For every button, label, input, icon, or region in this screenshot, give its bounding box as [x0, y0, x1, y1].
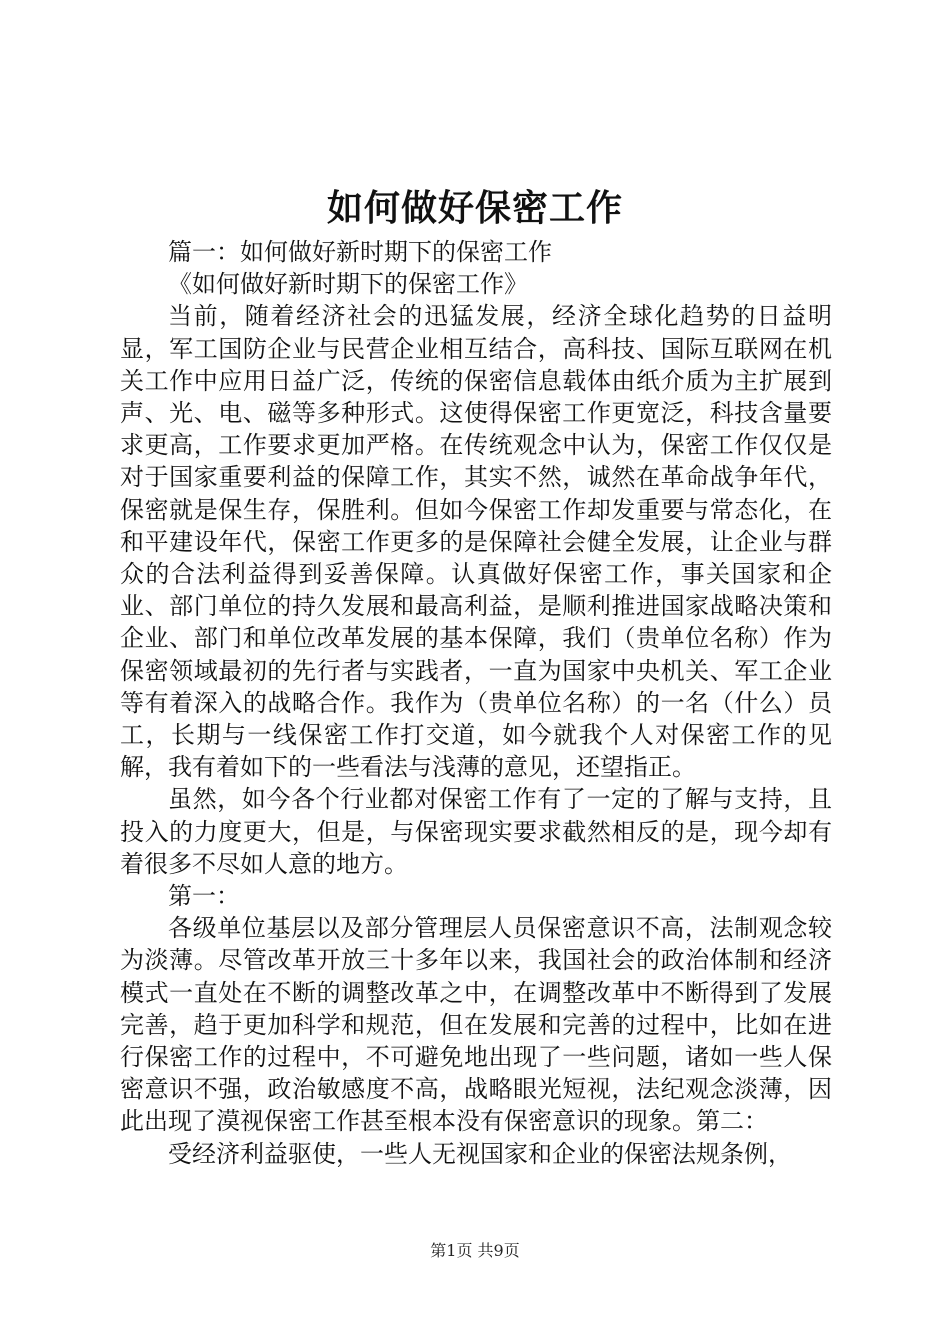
section-heading: 篇一：如何做好新时期下的保密工作 [168, 238, 552, 266]
article-title: 《如何做好新时期下的保密工作》 [168, 270, 528, 299]
body-paragraph: 虽然，如今各个行业都对保密工作有了一定的了解与支持，且投入的力度更大，但是，与保密现实要求截然相反的是，现今却有着很多不尽如人意的地方。 [120, 785, 832, 878]
body-paragraph: 各级单位基层以及部分管理层人员保密意识不高，法制观念较为淡薄。尽管改革开放三十多年以来，我国社会的政治体制和经济模式一直处在不断的调整改革之中，在调整改革中不断得到了发展完善，趋于更加科学和规范，但在发展和完善的过程中，比如在进行保密工作的过程中，不可避免地出现了一些问题，诸如一些人保密意识不强，政治敏感度不高，战略眼光短视，法纪观念淡薄，因此出现了漠视保密工作甚至根本没有保密意识的现象。第二： [120, 914, 832, 1136]
document-body [120, 236, 832, 1170]
document-title: 如何做好保密工作 [326, 187, 623, 229]
page-number: 第1页 共9页 [430, 1241, 520, 1260]
body-paragraph: 当前，随着经济社会的迅猛发展，经济全球化趋势的日益明显，军工国防企业与民营企业相互结合，高科技、国际互联网在机关工作中应用日益广泛，传统的保密信息载体由纸介质为主扩展到声、光、电、磁等多种形式。这使得保密工作更宽泛，科技含量要求更高，工作要求更加严格。在传统观念中认为，保密工作仅仅是对于国家重要利益的保障工作，其实不然，诚然在革命战争年代，保密就是保生存，保胜利。但如今保密工作却发重要与常态化，在和平建设年代，保密工作更多的是保障社会健全发展，让企业与群众的合法利益得到妥善保障。认真做好保密工作，事关国家和企业、部门单位的持久发展和最高利益，是顺利推进国家战略决策和企业、部门和单位改革发展的基本保障，我们（贵单位名称）作为保密领域最初的先行者与实践者，一直为国家中央机关、军工企业等有着深入的战略合作。我作为（贵单位名称）的一名（什么）员工，长期与一线保密工作打交道，如今就我个人对保密工作的见解，我有着如下的一些看法与浅薄的意见，还望指正。 [120, 302, 832, 782]
point-heading: 第一： [168, 882, 240, 911]
body-paragraph: 受经济利益驱使，一些人无视国家和企业的保密法规条例， [168, 1139, 792, 1168]
